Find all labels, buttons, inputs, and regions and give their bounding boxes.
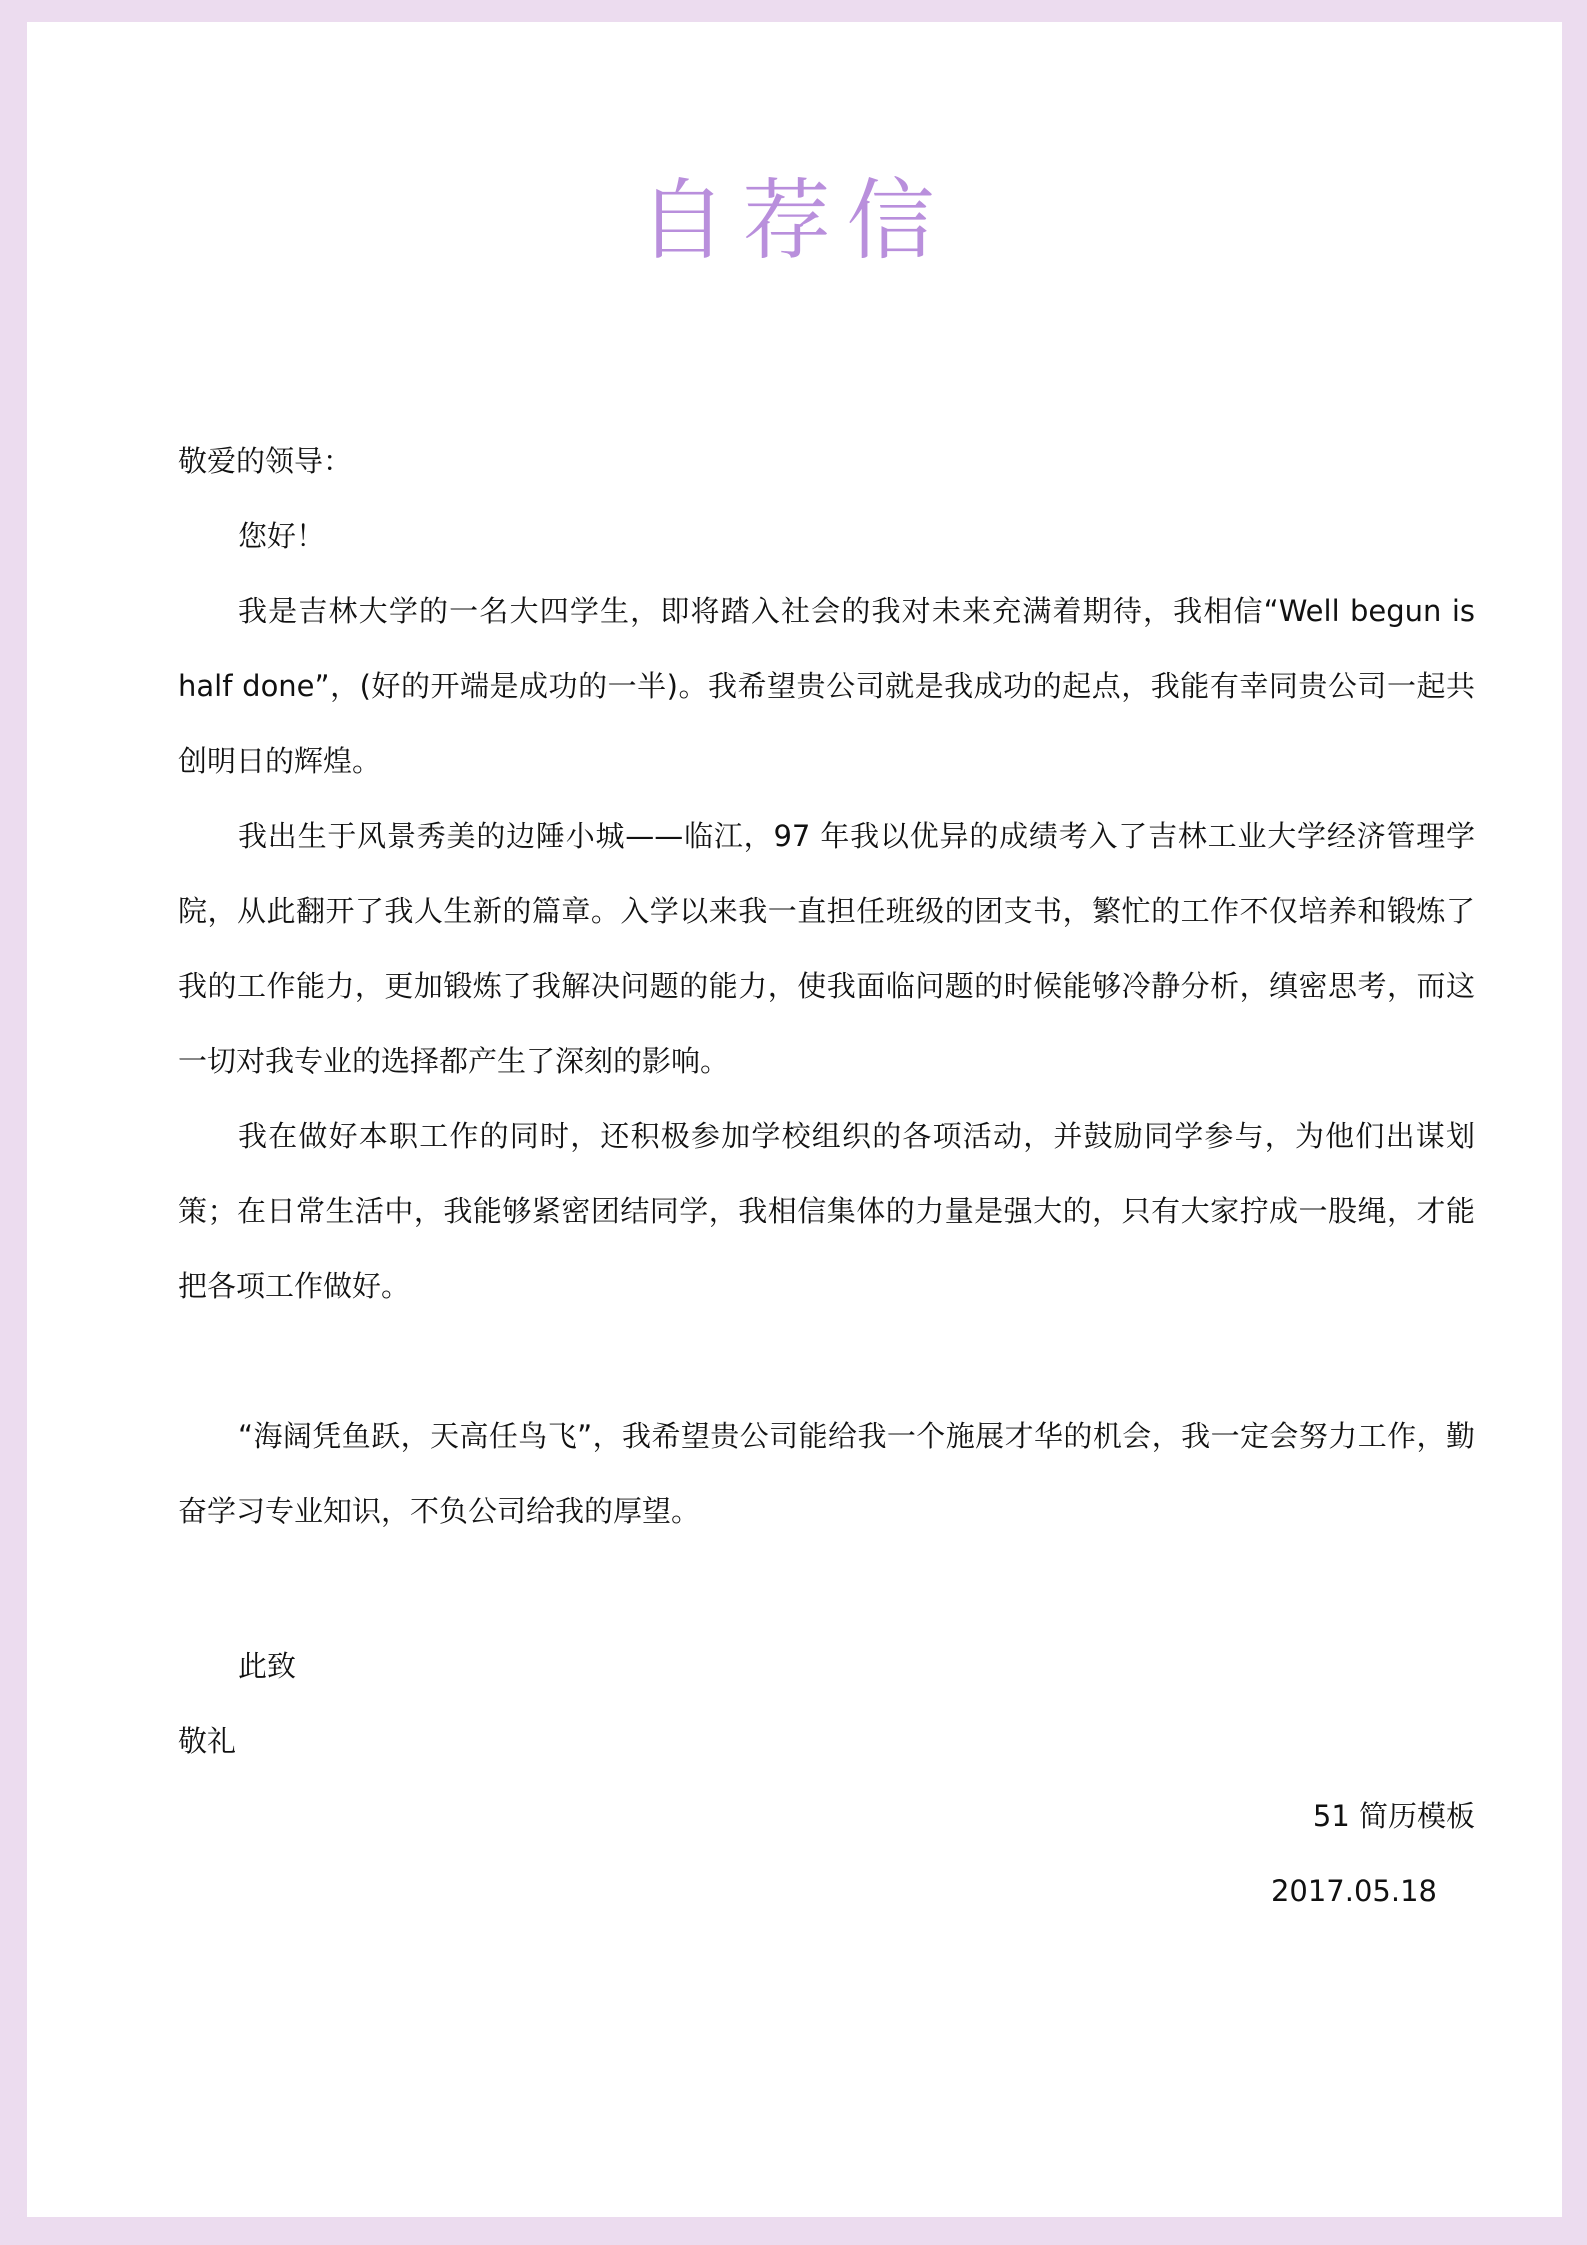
paragraph-4: “海阔凭鱼跃，天高任鸟飞”，我希望贵公司能给我一个施展才华的机会，我一定会努力工作，勤奋学习专业知识，不负公司给我的厚望。	[178, 1419, 1475, 1528]
paragraph-2: 我出生于风景秀美的边陲小城——临江，97 年我以优异的成绩考入了吉林工业大学经济管理学院，从此翻开了我人生新的篇章。入学以来我一直担任班级的团支书，繁忙的工作不仅培养和锻炼了我的工作能力，更加锻炼了我解决问题的能力，使我面临问题的时候能够冷静分析，缜密思考，而这一切对我专业的选择都产生了深刻的影响。	[178, 819, 1475, 1078]
paragraph-3: 我在做好本职工作的同时，还积极参加学校组织的各项活动，并鼓励同学参与，为他们出谋划策；在日常生活中，我能够紧密团结同学，我相信集体的力量是强大的，只有大家拧成一股绳，才能把各项工作做好。	[178, 1119, 1475, 1303]
closing-jing-li: 敬礼	[178, 1724, 237, 1758]
greeting: 您好！	[238, 519, 326, 553]
closing-gap	[178, 1549, 1475, 1629]
signature: 51 简历模板	[1312, 1799, 1475, 1833]
paragraph-gap	[178, 1324, 1475, 1399]
letter-page	[27, 22, 1562, 2217]
paragraph-1: 我是吉林大学的一名大四学生，即将踏入社会的我对未来充满着期待，我相信“Well begun is half done”，(好的开端是成功的一半)。我希望贵公司就是我成功的起点，我能有幸同贵公司一起共创明日的辉煌。	[178, 594, 1475, 778]
letter-date: 2017.05.18	[1270, 1874, 1437, 1908]
salutation: 敬爱的领导：	[178, 444, 353, 478]
letter-title: 自荐信	[638, 169, 951, 272]
closing-ci-zhi: 此致	[238, 1649, 297, 1683]
letter-body	[178, 424, 1475, 1929]
